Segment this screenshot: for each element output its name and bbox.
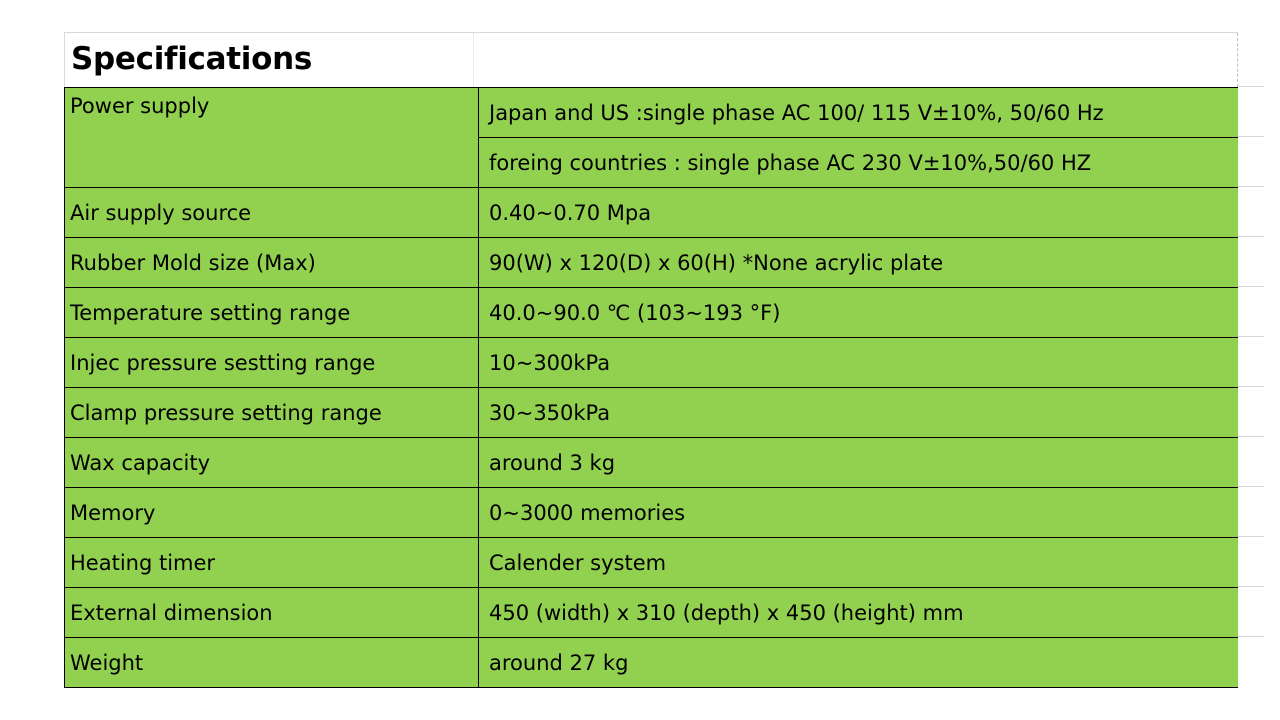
row-value-temperature: 40.0~90.0 ℃ (103~193 °F) <box>479 288 1239 338</box>
row-label-air-supply: Air supply source <box>65 188 479 238</box>
row-value-weight: around 27 kg <box>479 638 1239 688</box>
row-value-external-dimension: 450 (width) x 310 (depth) x 450 (height) mm <box>479 588 1239 638</box>
spec-sheet <box>64 32 1238 688</box>
grid-stub <box>1238 386 1264 387</box>
table-row <box>65 438 1239 488</box>
grid-stub <box>1238 186 1264 187</box>
table-row <box>65 188 1239 238</box>
grid-line <box>473 33 474 87</box>
row-value-air-supply: 0.40~0.70 Mpa <box>479 188 1239 238</box>
row-value-heating-timer: Calender system <box>479 538 1239 588</box>
row-label-external-dimension: External dimension <box>65 588 479 638</box>
table-row <box>65 88 1239 138</box>
page-title: Specifications <box>71 41 313 77</box>
row-value-clamp-pressure: 30~350kPa <box>479 388 1239 438</box>
row-label-heating-timer: Heating timer <box>65 538 479 588</box>
table-row <box>65 288 1239 338</box>
row-value-memory: 0~3000 memories <box>479 488 1239 538</box>
title-row <box>64 32 1238 87</box>
row-value-inject-pressure: 10~300kPa <box>479 338 1239 388</box>
row-value-power-supply-japan-us: Japan and US :single phase AC 100/ 115 V±10%, 50/60 Hz <box>479 88 1239 138</box>
grid-stub <box>1238 436 1264 437</box>
grid-stub <box>1238 136 1264 137</box>
grid-stub <box>1238 286 1264 287</box>
table-row <box>65 488 1239 538</box>
row-label-clamp-pressure: Clamp pressure setting range <box>65 388 479 438</box>
page-break-line <box>1237 33 1238 87</box>
table-row <box>65 538 1239 588</box>
grid-stub <box>1238 636 1264 637</box>
row-value-wax-capacity: around 3 kg <box>479 438 1239 488</box>
row-label-temperature: Temperature setting range <box>65 288 479 338</box>
spec-table <box>64 87 1238 688</box>
table-row <box>65 388 1239 438</box>
row-label-memory: Memory <box>65 488 479 538</box>
grid-stub <box>1238 586 1264 587</box>
grid-stub <box>1238 336 1264 337</box>
row-label-wax-capacity: Wax capacity <box>65 438 479 488</box>
table-row <box>65 238 1239 288</box>
row-label-weight: Weight <box>65 638 479 688</box>
table-row <box>65 338 1239 388</box>
grid-stub <box>1238 536 1264 537</box>
row-label-mold-size: Rubber Mold size (Max) <box>65 238 479 288</box>
row-value-power-supply-foreign: foreing countries : single phase AC 230 V±10%,50/60 HZ <box>479 138 1239 188</box>
grid-stub <box>1238 86 1264 87</box>
row-value-mold-size: 90(W) x 120(D) x 60(H) *None acrylic plate <box>479 238 1239 288</box>
table-row <box>65 588 1239 638</box>
row-label-inject-pressure: Injec pressure sestting range <box>65 338 479 388</box>
table-row <box>65 638 1239 688</box>
grid-stub <box>1238 236 1264 237</box>
grid-stub <box>1238 486 1264 487</box>
row-label-power-supply: Power supply <box>65 88 479 188</box>
